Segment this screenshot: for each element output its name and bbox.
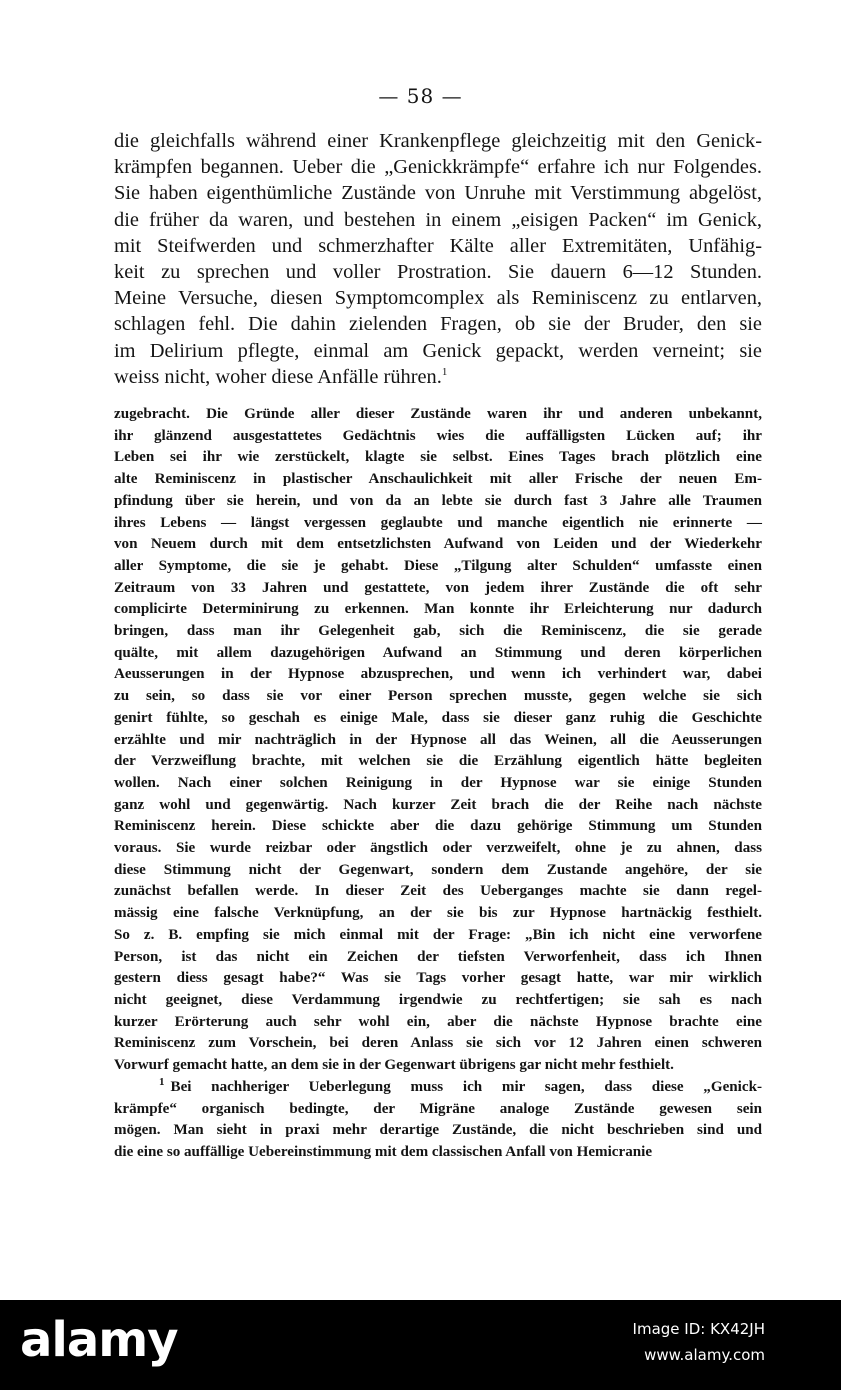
footnote-line: aller Symptome, die sie je gehabt. Diese „Tilgung alter Schulden“ umfasste einen <box>114 557 762 574</box>
footnote-marker: 1 <box>441 366 448 379</box>
footnote-line: von Neuem durch mit dem entsetzlichsten Aufwand von Leiden und der Wiederkehr <box>114 536 762 553</box>
main-text-line: weiss nicht, woher diese Anfälle rühren.$^1$ <box>114 365 448 388</box>
main-text-line: im Delirium pflegte, einmal am Genick gepackt, werden verneint; sie <box>114 339 762 362</box>
footnote-line: So z. B. empfing sie mich einmal mit der Frage: „Bin ich nicht eine verworfene <box>114 926 762 943</box>
footnote-line: voraus. Sie wurde reizbar oder ängstlich oder verzweifelt, ohne je zu ahnen, dass <box>114 840 762 857</box>
footnote-note-line: krämpfe“ organisch bedingte, der Migräne analoge Zustände gewesen sein <box>114 1100 762 1117</box>
note-marker: 1 <box>159 1075 165 1088</box>
footnote-line: Zeitraum von 33 Jahren und gestattete, von jedem ihrer Zustände die oft sehr <box>114 579 762 596</box>
main-text-line: krämpfen begannen. Ueber die „Genickkrämpfe“ erfahre ich nur Folgendes. <box>114 156 762 179</box>
footnote-line: ihres Lebens — längst vergessen geglaubte und manche eigentlich nie erinnerte — <box>114 514 762 531</box>
footnote-line: genirt fühlte, so geschah es einige Male, dass sie dieser ganz ruhig die Geschichte <box>114 709 762 726</box>
footnote-line: ganz wohl und gegenwärtig. Nach kurzer Zeit brach die der Reihe nach nächste <box>114 796 762 813</box>
footnote-line: zunächst befallen werde. In dieser Zeit des Ueberganges machte sie dann regel- <box>114 883 762 900</box>
main-paragraph <box>114 128 762 390</box>
alamy-logo: alamy <box>20 1312 178 1368</box>
main-text-line: die gleichfalls während einer Krankenpflege gleichzeitig mit den Genick- <box>114 130 762 152</box>
footnote-line: Vorwurf gemacht hatte, an dem sie in der Gegenwart übrigens gar nicht mehr festhielt. <box>114 1057 674 1074</box>
footnote-note-line: mögen. Man sieht in praxi mehr derartige Zustände, die nicht beschrieben sind und <box>114 1122 762 1139</box>
footnote-line: Reminiscenz zum Vorschein, bei deren Anlass sie sich vor 12 Jahren einen schweren <box>114 1035 762 1052</box>
footnote-line: pfindung über sie herein, und von da an lebte sie durch fast 3 Jahre alle Traumen <box>114 492 762 509</box>
main-text-line: schlagen fehl. Die dahin zielenden Fragen, ob sie der Bruder, den sie <box>114 313 762 336</box>
footnote-line: Person, ist das nicht ein Zeichen der tiefsten Verworfenheit, dass ich Ihnen <box>114 948 762 965</box>
footnote-line: ihr glänzend ausgestattetes Gedächtnis wies die auffälligsten Lücken auf; ihr <box>114 427 762 444</box>
footnote-line: quälte, mit allem dazugehörigen Aufwand an Stimmung und deren körperlichen <box>114 644 762 661</box>
alamy-url: www.alamy.com <box>644 1346 765 1364</box>
main-text-line: mit Steifwerden und schmerzhafter Kälte aller Extremitäten, Unfähig- <box>114 234 762 257</box>
page-number: — 58 — <box>378 84 463 108</box>
footnote-line: bringen, dass man ihr Gelegenheit gab, sich die Reminiscenz, die sie gerade <box>114 623 762 640</box>
image-id-label: Image ID: KX42JH <box>632 1320 765 1338</box>
footnote-block <box>114 404 762 1164</box>
footnote-line: diese Stimmung nicht der Gegenwart, sondern dem Zustande angehöre, der sie <box>114 861 762 878</box>
footnote-line: zugebracht. Die Gründe aller dieser Zustände waren ihr und anderen unbekannt, <box>114 406 762 422</box>
watermark-banner <box>0 1300 841 1390</box>
footnote-line: Reminiscenz herein. Diese schickte aber die dazu gehörige Stimmung um Stunden <box>114 818 762 835</box>
footnote-line: complicirte Determinirung zu erkennen. Man konnte ihr Erleichterung nur dadurch <box>114 601 762 618</box>
note-text: Bei nachheriger Ueberlegung muss ich mir sagen, dass diese „Genick- <box>170 1078 762 1095</box>
footnote-line: wollen. Nach einer solchen Reinigung in der Hypnose war sie einige Stunden <box>114 774 762 791</box>
main-text-line: keit zu sprechen und voller Prostration. Sie dauern 6—12 Stunden. <box>114 261 762 284</box>
footnote-line: nicht geeignet, diese Verdammung irgendwie zu rechtfertigen; sie sah es nach <box>114 991 762 1008</box>
main-text-line: Sie haben eigenthümliche Zustände von Unruhe mit Verstimmung abgelöst, <box>114 182 762 205</box>
footnote-line: gestern diess gesagt habe?“ Was sie Tags vorher gesagt hatte, war mir wirklich <box>114 970 762 987</box>
main-text-line: die früher da waren, und bestehen in einem „eisigen Packen“ im Genick, <box>114 208 762 231</box>
footnote-line: erzählte und mir nachträglich in der Hypnose all das Weinen, all die Aeusserungen <box>114 731 762 748</box>
main-text-line: Meine Versuche, diesen Symptomcomplex als Reminiscenz zu entlarven, <box>114 287 762 310</box>
footnote-line: Aeusserungen in der Hypnose abzusprechen, und wenn ich verhindert war, dabei <box>114 666 762 683</box>
footnote-line: Leben sei ihr wie zerstückelt, klagte sie selbst. Eines Tages brach plötzlich eine <box>114 449 762 466</box>
footnote-note-line: die eine so auffällige Uebereinstimmung mit dem classischen Anfall von Hemicranie <box>114 1143 653 1160</box>
footnote-line: der Verzweiflung brachte, mit welchen sie die Erzählung eigentlich hätte begleiten <box>114 753 762 770</box>
footnote-line: zu sein, so dass sie vor einer Person sprechen musste, gegen welche sie sich <box>114 688 762 705</box>
footnote-line: mässig eine falsche Verknüpfung, an der sie bis zur Hypnose hartnäckig festhielt. <box>114 905 762 922</box>
footnote-line: kurzer Erörterung auch sehr wohl ein, aber die nächste Hypnose brachte eine <box>114 1013 762 1030</box>
footnote-note-line <box>114 1077 762 1099</box>
footnote-line: alte Reminiscenz in plastischer Anschaulichkeit mit aller Frische der neuen Em- <box>114 471 762 488</box>
